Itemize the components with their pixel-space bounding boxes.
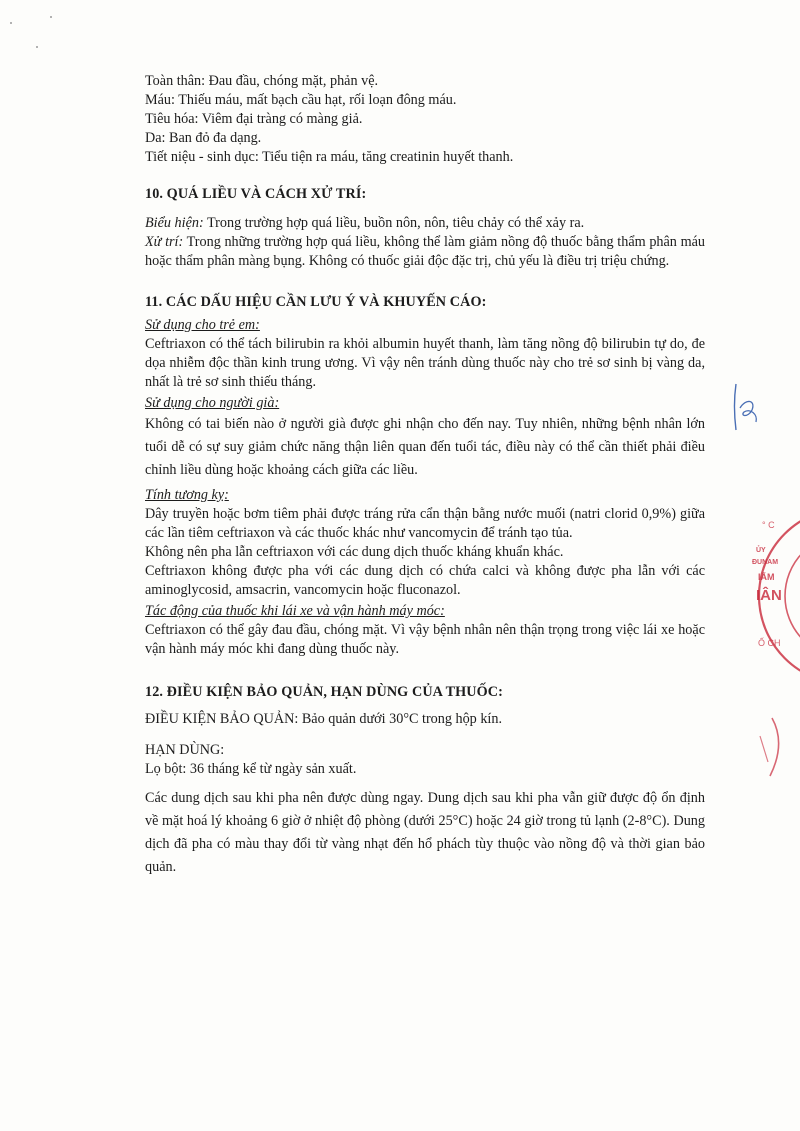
driving-subheading: Tác động của thuốc khi lái xe và vận hành máy móc: bbox=[145, 603, 445, 619]
symptom-label: Biểu hiện: bbox=[145, 215, 204, 231]
compatibility-text-1: Dây truyền hoặc bơm tiêm phải được tráng rửa cẩn thận bằng nước muối (natri clorid 0,9%) giữa các lần tiêm ceftriaxon và các thuốc khác như vancomycin để tránh tạo tủa. bbox=[145, 506, 705, 541]
list-item: Toàn thân: Đau đầu, chóng mặt, phản vệ. bbox=[145, 73, 379, 89]
scan-speck bbox=[50, 16, 52, 18]
compatibility-text-3: Ceftriaxon không được pha với các dung dịch có chứa calci và không được pha lẫn với các aminoglycosid, amsacrin, vancomycin hoặc fluconazol. bbox=[145, 563, 705, 598]
storage-label: ĐIỀU KIỆN BẢO QUẢN bbox=[145, 711, 295, 727]
adverse-effects-list bbox=[145, 72, 705, 167]
list-item: Tiết niệu - sinh dục: Tiểu tiện ra máu, tăng creatinin huyết thanh. bbox=[145, 149, 514, 165]
handwritten-initial-icon bbox=[726, 378, 766, 438]
compatibility-text-2: Không nên pha lẫn ceftriaxon với các dung dịch thuốc kháng khuẩn khác. bbox=[145, 544, 564, 560]
stamp-seal-icon bbox=[752, 486, 800, 786]
svg-text:ỦY: ỦY bbox=[756, 547, 766, 554]
overdose-symptoms bbox=[145, 214, 705, 233]
shelf-life-label: HẠN DÙNG: bbox=[145, 742, 225, 758]
list-item: Máu: Thiếu máu, mất bạch cầu hạt, rối loạn đông máu. bbox=[145, 92, 457, 108]
storage-conditions bbox=[145, 710, 705, 729]
symptom-text: Trong trường hợp quá liều, buồn nôn, nôn, tiêu chảy có thể xảy ra. bbox=[203, 215, 585, 231]
scan-speck bbox=[36, 46, 38, 48]
section-12-heading: 12. ĐIỀU KIỆN BẢO QUẢN, HẠN DÙNG CỦA THUỐC: bbox=[145, 684, 503, 700]
overdose-treatment bbox=[145, 233, 705, 271]
svg-text:° C: ° C bbox=[762, 520, 775, 530]
section-11-heading: 11. CÁC DẤU HIỆU CẦN LƯU Ý VÀ KHUYẾN CÁO: bbox=[145, 294, 487, 310]
svg-text:ĐUNAM: ĐUNAM bbox=[752, 559, 779, 566]
elderly-text: Không có tai biến nào ở người già được ghi nhận cho đến nay. Tuy nhiên, những bệnh nhân lớn tuổi dễ có sự suy giảm chức năng thận liên quan đến tuổi tác, điều này có thể cần thiết phải điều chỉnh liều dùng hoặc khoảng cách giữa các liều. bbox=[145, 416, 705, 478]
treatment-label: Xử trí: bbox=[145, 234, 184, 250]
children-text: Ceftriaxon có thể tách bilirubin ra khỏi albumin huyết thanh, làm tăng nồng độ bilirubin tự do, đe dọa nhiễm độc thần kinh trung ương. Vì vậy nên tránh dùng thuốc này cho trẻ sơ sinh bị vàng da, nhất là trẻ sơ sinh thiếu tháng. bbox=[145, 336, 705, 390]
compatibility-subheading: Tính tương kỵ: bbox=[145, 487, 229, 503]
scan-speck bbox=[10, 22, 12, 24]
list-item: Da: Ban đỏ đa dạng. bbox=[145, 130, 262, 146]
svg-text:IÂN: IÂN bbox=[756, 587, 782, 604]
list-item: Tiêu hóa: Viêm đại tràng có màng giả. bbox=[145, 111, 363, 127]
shelf-life-text: Lọ bột: 36 tháng kể từ ngày sản xuất. bbox=[145, 761, 357, 777]
document-body bbox=[145, 72, 705, 879]
svg-text:IẤM: IẤM bbox=[758, 572, 775, 582]
solution-stability-text: Các dung dịch sau khi pha nên được dùng ngay. Dung dịch sau khi pha vẫn giữ được độ ổn định về mặt hoá lý khoảng 6 giờ ở nhiệt độ phòng (dưới 25°C) hoặc 24 giờ trong tủ lạnh (2-8°C). Dung dịch đã pha có màu thay đổi từ vàng nhạt đến hổ phách tùy thuộc vào nồng độ và thời gian bảo quản. bbox=[145, 790, 705, 875]
driving-text: Ceftriaxon có thể gây đau đầu, chóng mặt. Vì vậy bệnh nhân nên thận trọng trong việc lái xe hoặc vận hành máy móc khi đang dùng thuốc này. bbox=[145, 622, 705, 657]
treatment-text: Trong những trường hợp quá liều, không thể làm giảm nồng độ thuốc bằng thẩm phân máu hoặc thẩm phân màng bụng. Không có thuốc giải độc đặc trị, chủ yếu là điều trị triệu chứng. bbox=[145, 234, 705, 269]
storage-text: : Bảo quản dưới 30°C trong hộp kín. bbox=[294, 711, 503, 727]
elderly-subheading: Sử dụng cho người già: bbox=[145, 395, 280, 411]
section-10-heading: 10. QUÁ LIỀU VÀ CÁCH XỬ TRÍ: bbox=[145, 186, 367, 202]
children-subheading: Sử dụng cho trẻ em: bbox=[145, 317, 260, 333]
svg-text:Ố CH: Ố CH bbox=[758, 638, 781, 648]
